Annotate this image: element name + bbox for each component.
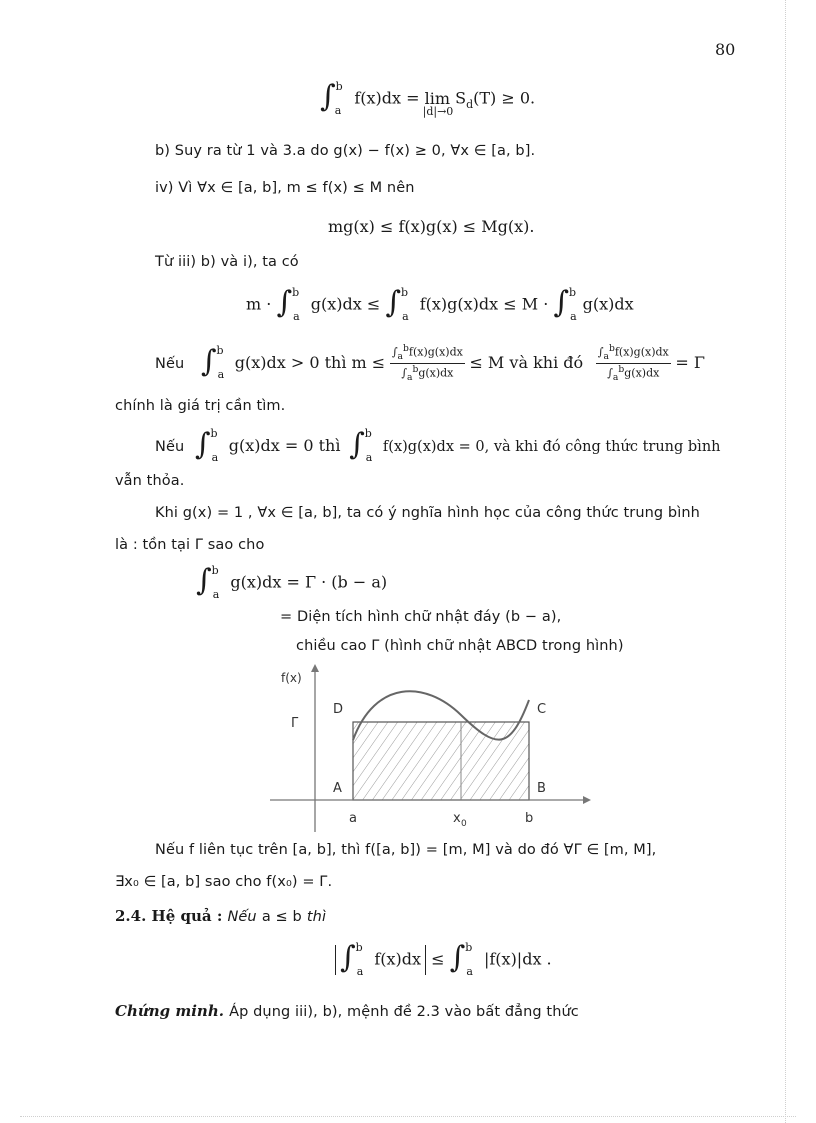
line-la: là : tồn tại Γ sao cho [115,537,265,553]
lower-limit: a [334,103,342,117]
eq-hq-left: f(x)dx [374,949,422,969]
abs-integral: ∫$^b_a$ f(x)dx [335,945,426,975]
neu1-start: Nếu [155,355,185,372]
line-van: vẫn thỏa. [115,473,185,489]
x-tick-a: a [349,811,357,826]
neu2-end: f(x)g(x)dx = 0, và khi đó công thức trung bình [382,439,721,455]
page-edge [784,0,786,1123]
corollary-condition: a ≤ b [261,909,302,925]
proof-text: Áp dụng iii), b), mệnh đề 2.3 vào bất đẳng thức [229,1004,579,1020]
proof-label: Chứng minh. [115,1002,224,1020]
x-tick-x0-sub: 0 [461,819,467,829]
eq1-rhs-end: (T) ≥ 0. [473,88,536,108]
line-neu-1: Nếu ∫$^b_a$ g(x)dx > 0 thì m ≤ $\frac{\int_a^bf(x)g(x)dx}{\int_a^bg(x)dx}$ ≤ M và khi đó $\frac{\int_a^bf(x)g(x)dx}{\int_a^bg(x)dx}$ = Γ [155,343,705,384]
equation-integral-limit [320,79,536,118]
rectangle-abcd [353,722,529,800]
eq-hq-right: |f(x)|dx . [483,949,552,969]
line-chinh: chính là giá trị cần tìm. [115,398,286,414]
eq1-integrand: f(x)dx = [354,88,425,108]
gamma-label: Γ [291,716,299,731]
point-d-label: D [333,702,344,717]
corollary-then: thì [306,909,327,925]
x-tick-x0: x [453,811,461,826]
limit-subscript: |d|→0 [422,104,454,118]
line-tu: Từ iii) b) và i), ta có [155,254,299,270]
neu1-end: = Γ [675,352,705,372]
fraction-1: $\frac{\int_a^bf(x)g(x)dx}{\int_a^bg(x)dx}$ [391,343,463,384]
eq-area-text: g(x)dx = Γ · (b − a) [230,572,388,592]
integral-sign: ∫ [320,79,336,114]
equation-area: ∫$^b_a$ g(x)dx = Γ · (b − a) [196,563,388,601]
line-dien: = Diện tích hình chữ nhật đáy (b − a), [280,609,562,625]
page-bottom-edge [20,1116,796,1118]
neu2-start: Nếu [155,439,185,455]
line-khi: Khi g(x) = 1 , ∀x ∈ [a, b], ta có ý nghĩa hình học của công thức trung bình [155,505,700,521]
corollary-label: 2.4. Hệ quả : [115,907,223,925]
upper-limit: b [335,79,343,93]
y-axis-arrow-icon [311,664,319,672]
point-c-label: C [537,702,547,717]
line-neu-2: Nếu ∫$^b_a$ g(x)dx = 0 thì ∫$^b_a$ f(x)g(x)dx = 0, và khi đó công thức trung bình [155,427,721,464]
equation-iv: mg(x) ≤ f(x)g(x) ≤ Mg(x). [328,217,535,236]
line-chieu: chiều cao Γ (hình chữ nhật ABCD trong hình) [296,638,624,654]
equation-corollary: ∫$^b_a$ f(x)dx ≤ ∫$^b_a$ |f(x)|dx . [335,945,552,975]
point-a-label: A [333,781,342,796]
line-b: b) Suy ra từ 1 và 3.a do g(x) − f(x) ≥ 0, ∀x ∈ [a, b]. [155,143,536,159]
neu1-mid1: g(x)dx > 0 thì m ≤ [234,352,386,372]
corollary-heading [115,906,326,925]
riemann-subscript: d [466,97,474,111]
limit-operator: lim |d|→0 [422,88,454,118]
riemann-sum: S [455,88,467,108]
mean-value-figure [265,660,595,835]
point-b-label: B [537,781,546,796]
equation-tu: m · ∫$^b_a$ g(x)dx ≤ ∫$^b_a$ f(x)g(x)dx ≤ M · ∫$^b_a$g(x)dx [246,285,634,323]
line-iv: iv) Vì ∀x ∈ [a, b], m ≤ f(x) ≤ M nên [155,180,415,196]
neu1-mid2: ≤ M và khi đó [469,352,584,372]
fraction-2: $\frac{\int_a^bf(x)g(x)dx}{\int_a^bg(x)dx}$ [597,343,669,384]
neu2-mid: g(x)dx = 0 thì [228,436,341,455]
page-number: 80 [715,40,736,59]
x-tick-b: b [525,811,534,826]
line-neu-3b: ∃x₀ ∈ [a, b] sao cho f(x₀) = Γ. [115,874,333,890]
corollary-if: Nếu [227,909,257,925]
x-axis-arrow-icon [583,796,591,804]
line-neu-3a: Nếu f liên tục trên [a, b], thì f([a, b]) = [m, M] và do đó ∀Γ ∈ [m, M], [155,842,657,858]
y-axis-label: f(x) [281,671,302,685]
proof-line [115,1001,579,1020]
